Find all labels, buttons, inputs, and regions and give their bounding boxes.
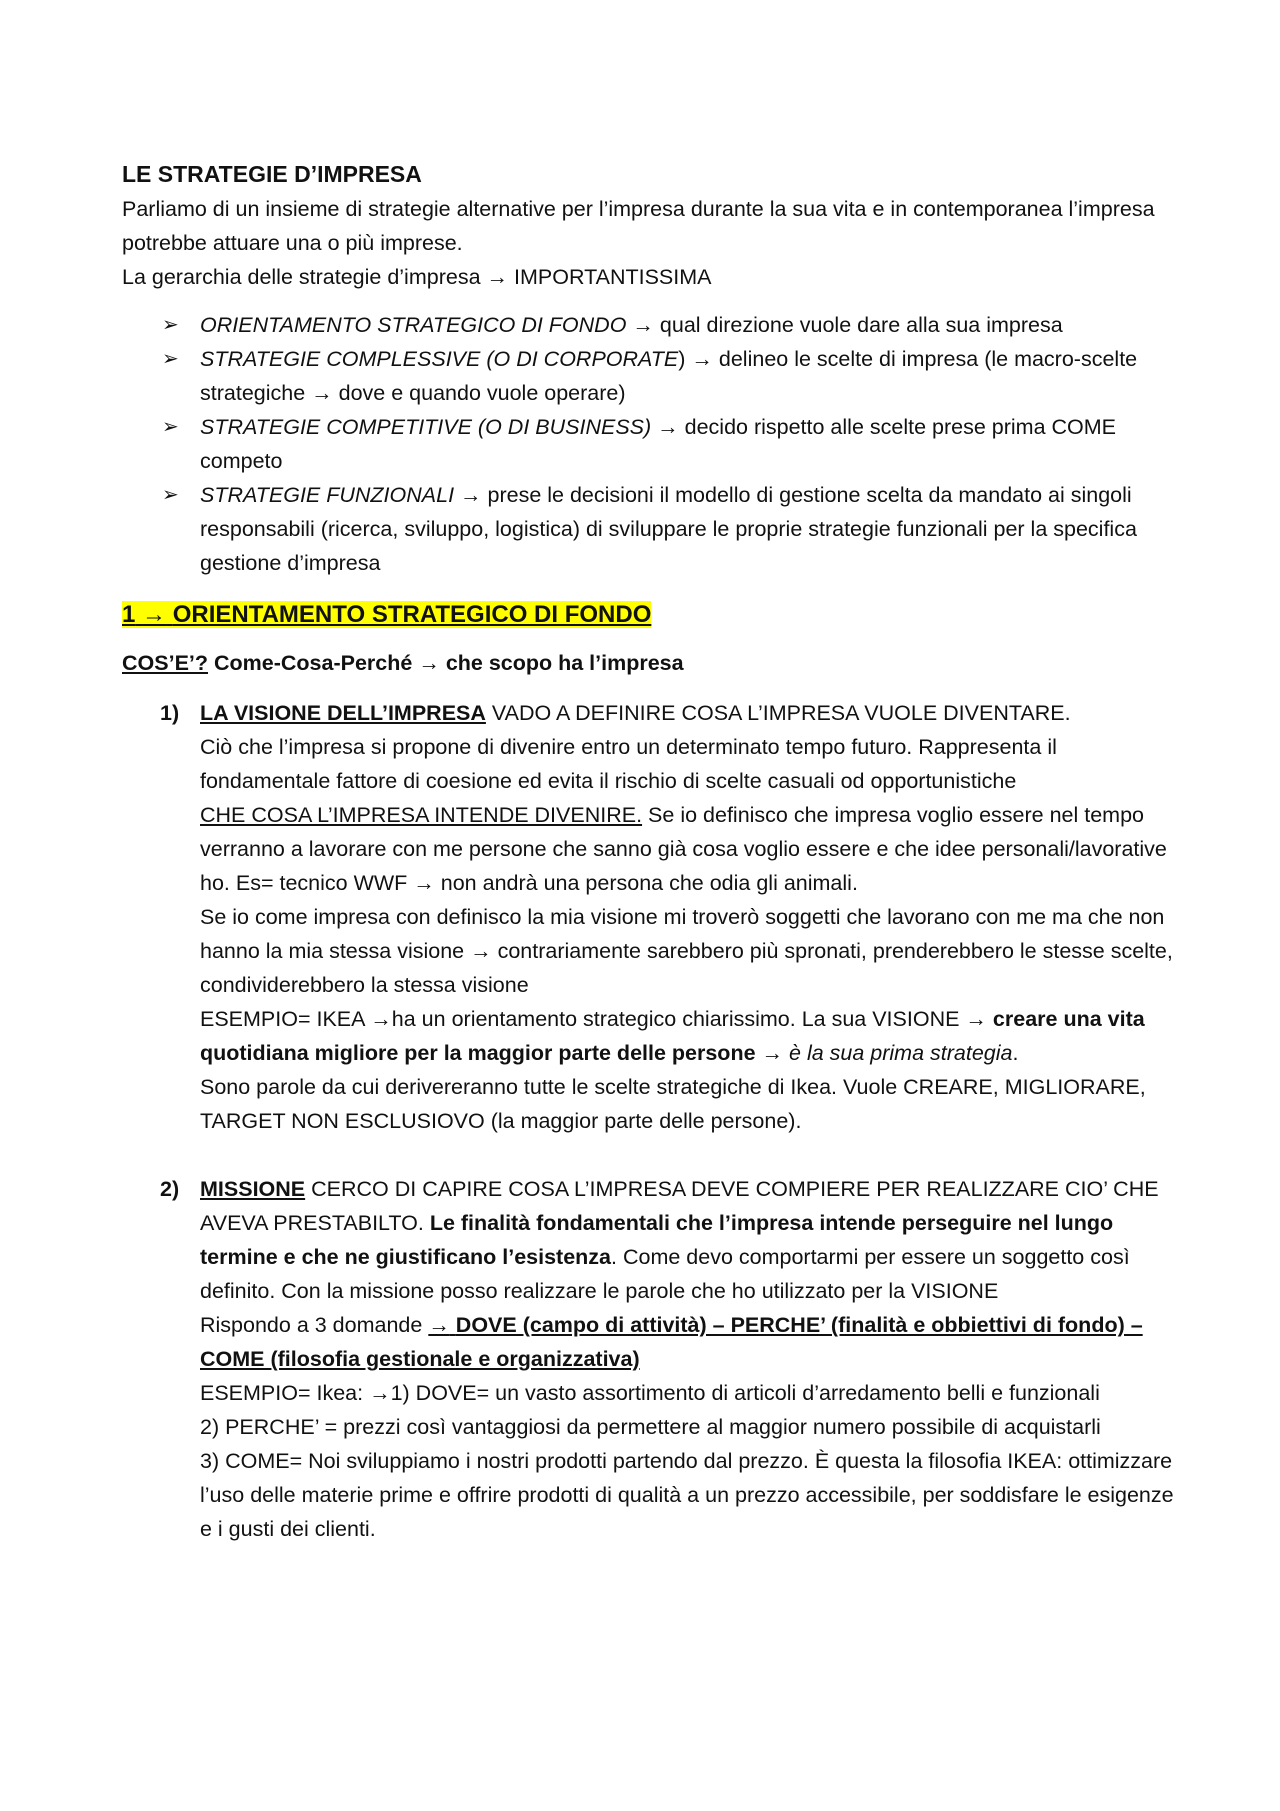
visione-example-dot: .	[1012, 1041, 1019, 1065]
arrow-icon: →	[657, 415, 679, 439]
arrow-icon: →	[369, 1381, 391, 1405]
item-number: 2)	[160, 1177, 180, 1201]
visione-example-end: Sono parole da cui derivereranno tutte le scelte strategiche di Ikea. Vuole CREARE, MIGLIORARE, TARGET NON ESCLUSIOVO (la maggior parte delle persone).	[200, 1075, 1146, 1133]
arrow-icon: →	[460, 483, 482, 507]
arrow-icon: →	[965, 1007, 987, 1031]
visione-paragraph-2: Se io definisco che impresa voglio essere nel tempo verranno a lavorare con me persone che sanno già cosa voglio essere e che idee personali/lavorative ho. Es= tecnico WWF	[200, 803, 1167, 895]
item-number: 1)	[160, 701, 180, 725]
arrow-icon: →	[418, 651, 440, 675]
visione-example-italic: è la sua prima strategia	[789, 1041, 1013, 1065]
list-item	[122, 410, 1182, 478]
numbered-list	[122, 696, 1182, 1546]
arrow-icon: →	[761, 1041, 784, 1065]
strategy-term: STRATEGIE COMPLESSIVE (O DI CORPORATE	[200, 347, 679, 371]
missione-example-pre: ESEMPIO= Ikea:	[200, 1381, 364, 1405]
visione-example-pre: ESEMPIO= IKEA	[200, 1007, 365, 1031]
arrow-icon: →	[142, 601, 167, 628]
arrow-icon: →	[470, 939, 492, 963]
item-title-rest: CERCO DI CAPIRE COSA L’IMPRESA DEVE COMPIERE PER REALIZZARE CIO’ CHE AVEVA PRESTABILTO.	[200, 1177, 1159, 1235]
missione-example-3: 3) COME= Noi sviluppiamo i nostri prodotti partendo dal prezzo. È questa la filosofia IKEA: ottimizzare l’uso delle materie prime e offrire prodotti di qualità a un prezzo accessibile, per soddisfare le esigenze e i gusti dei clienti.	[200, 1449, 1174, 1541]
strategy-term-suffix: )	[678, 347, 686, 371]
question-keywords: Come-Cosa-Perché	[214, 651, 413, 675]
section-heading	[122, 596, 1182, 634]
arrow-icon: →	[311, 381, 333, 405]
visione-paragraph-3-end: contrariamente sarebbero più spronati, prenderebbero le stesse scelte, condividerebbero la stessa visione	[200, 939, 1173, 997]
missione-bold: Le finalità fondamentali che l’impresa intende perseguire nel lungo termine e che ne giustificano l’esistenza	[200, 1211, 1114, 1269]
section-question	[122, 646, 1182, 680]
item-title: LA VISIONE DELL’IMPRESA	[200, 701, 486, 725]
strategy-term: STRATEGIE COMPETITIVE (O DI BUSINESS)	[200, 415, 652, 439]
visione-example-bold: creare una vita quotidiana migliore per la maggior parte delle persone	[200, 1007, 1145, 1065]
bullet-arrow-icon: ➢	[162, 348, 179, 370]
intro-line-1: Parliamo di un insieme di strategie alternative per l’impresa durante la sua vita e in contemporanea l’impresa potrebbe attuare una o più imprese.	[122, 197, 1155, 255]
bullet-arrow-icon: ➢	[162, 416, 179, 438]
question-label: COS’E’?	[122, 651, 209, 675]
list-item-missione	[122, 1172, 1182, 1546]
section-title: ORIENTAMENTO STRATEGICO DI FONDO	[172, 601, 652, 628]
document-page	[122, 156, 1182, 1546]
list-item	[122, 342, 1182, 410]
strategy-term: STRATEGIE FUNZIONALI	[200, 483, 455, 507]
arrow-icon: →	[486, 265, 509, 289]
missione-example-2: 2) PERCHE’ = prezzi così vantaggiosi da permettere al maggior numero possibile di acquistarli	[200, 1415, 1101, 1439]
missione-rest: . Come devo comportarmi per essere un soggetto così definito. Con la missione posso realizzare le parole che ho utilizzato per la VISIONE	[200, 1245, 1130, 1303]
strategy-description: qual direzione vuole dare alla sua impresa	[659, 313, 1063, 337]
visione-example-mid: ha un orientamento strategico chiarissimo. La sua VISIONE	[391, 1007, 960, 1031]
intro-paragraph	[122, 192, 1182, 294]
strategy-description-cont: dove e quando vuole operare)	[338, 381, 626, 405]
intro-line-2-end: IMPORTANTISSIMA	[514, 265, 712, 289]
arrow-icon: →	[632, 313, 654, 337]
strategy-description: prese le decisioni il modello di gestione scelta da mandato ai singoli responsabili (ricerca, sviluppo, logistica) di sviluppare le proprie strategie funzionali per la specifica gestione d’impresa	[200, 483, 1137, 575]
item-title-rest: VADO A DEFINIRE COSA L’IMPRESA VUOLE DIVENTARE.	[491, 701, 1071, 725]
strategy-hierarchy-list	[122, 308, 1182, 580]
missione-questions-text: DOVE (campo di attività) – PERCHE’ (finalità e obbiettivi di fondo) – COME (filosofia gestionale e organizzativa)	[200, 1313, 1143, 1371]
document-title: LE STRATEGIE D’IMPRESA	[122, 161, 422, 187]
arrow-icon: →	[413, 871, 435, 895]
missione-questions-pre: Rispondo a 3 domande	[200, 1313, 423, 1337]
arrow-icon: →	[691, 347, 713, 371]
intro-line-2: La gerarchia delle strategie d’impresa	[122, 265, 481, 289]
question-answer: che scopo ha l’impresa	[445, 651, 684, 675]
visione-paragraph-1: Ciò che l’impresa si propone di divenire entro un determinato tempo futuro. Rappresenta il fondamentale fattore di coesione ed evita il rischio di scelte casuali od opportunistiche	[200, 735, 1057, 793]
arrow-icon: →	[428, 1313, 450, 1337]
bullet-arrow-icon: ➢	[162, 484, 179, 506]
strategy-term: ORIENTAMENTO STRATEGICO DI FONDO	[200, 313, 627, 337]
missione-example-1: 1) DOVE= un vasto assortimento di articoli d’arredamento belli e funzionali	[390, 1381, 1100, 1405]
highlighted-heading	[122, 601, 651, 628]
section-number: 1	[122, 601, 136, 628]
list-item-visione	[122, 696, 1182, 1138]
list-item	[122, 308, 1182, 342]
visione-underlined: CHE COSA L’IMPRESA INTENDE DIVENIRE.	[200, 803, 643, 827]
item-title: MISSIONE	[200, 1177, 306, 1201]
visione-paragraph-2-end: non andrà una persona che odia gli animali.	[440, 871, 858, 895]
strategy-description: decido rispetto alle scelte prese prima COME competo	[200, 415, 1117, 473]
arrow-icon: →	[370, 1007, 392, 1031]
strategy-description: delineo le scelte di impresa (le macro-scelte strategiche	[200, 347, 1138, 405]
bullet-arrow-icon: ➢	[162, 314, 179, 336]
visione-paragraph-3: Se io come impresa con definisco la mia visione mi troverò soggetti che lavorano con me ma che non hanno la mia stessa visione	[200, 905, 1165, 963]
list-item	[122, 478, 1182, 580]
